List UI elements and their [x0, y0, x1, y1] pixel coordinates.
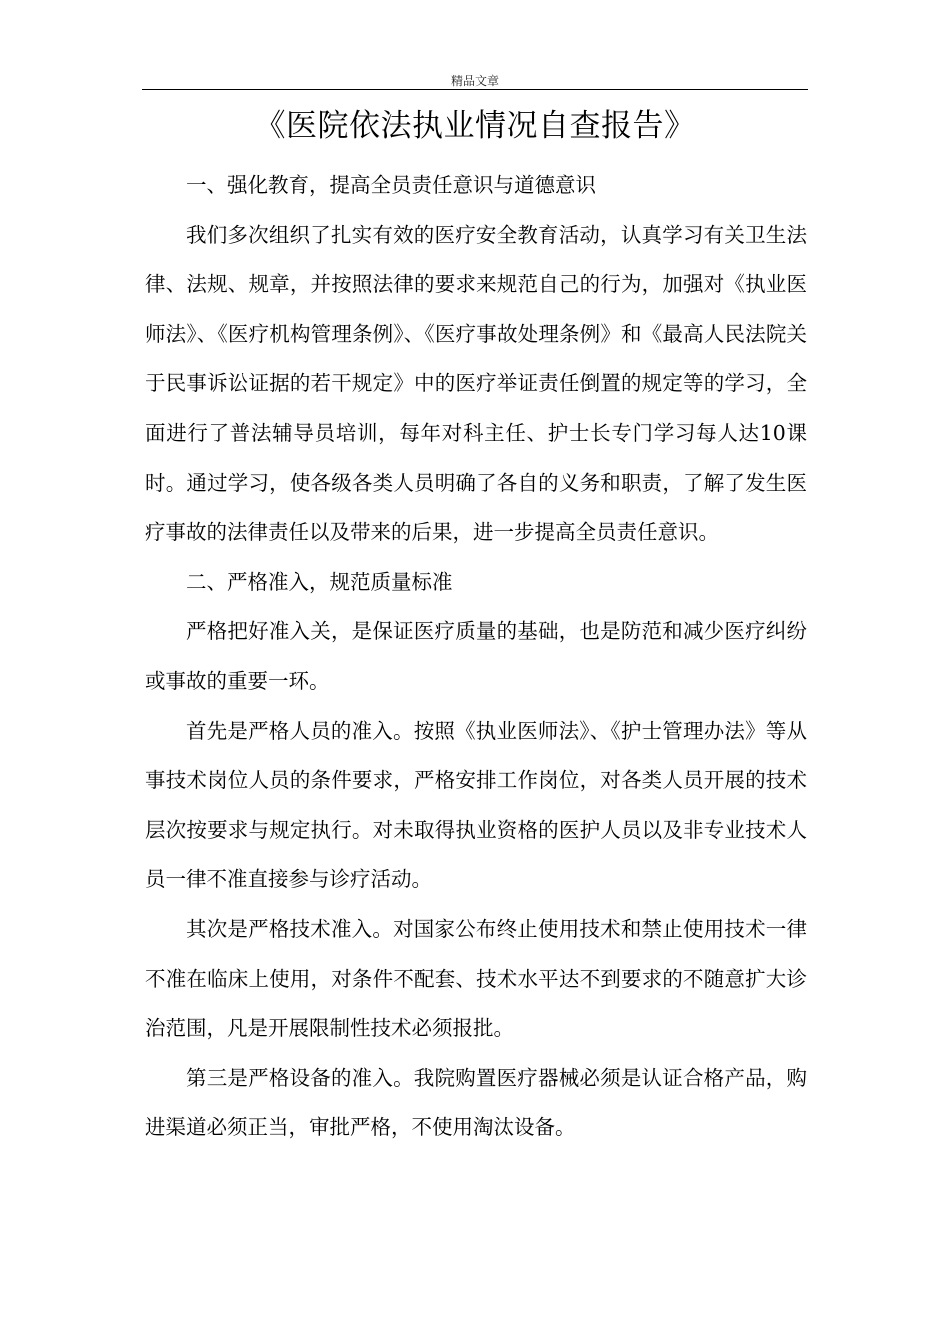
header-divider: [142, 89, 808, 90]
body-paragraph: 严格把好准入关，是保证医疗质量的基础，也是防范和减少医疗纠纷或事故的重要一环。: [145, 619, 807, 693]
body-paragraph: 首先是严格人员的准入。按照《执业医师法》、《护士管理办法》等从事技术岗位人员的条件要求，严格安排工作岗位，对各类人员开展的技术层次按要求与规定执行。对未取得执业资格的医护人员以及非专业技术人员一律不准直接参与诊疗活动。: [145, 718, 807, 892]
body-paragraph: 其次是严格技术准入。对国家公布终止使用技术和禁止使用技术一律不准在临床上使用，对条件不配套、技术水平达不到要求的不随意扩大诊治范围，凡是开展限制性技术必须报批。: [145, 916, 807, 1041]
body-paragraph: 第三是严格设备的准入。我院购置医疗器械必须是认证合格产品，购进渠道必须正当，审批严格，不使用淘汰设备。: [145, 1065, 807, 1140]
document-body: [145, 161, 807, 1153]
section-heading-1: 一、强化教育，提高全员责任意识与道德意识: [186, 173, 596, 197]
body-paragraph: 我们多次组织了扎实有效的医疗安全教育活动，认真学习有关卫生法律、法规、规章，并按照法律的要求来规范自己的行为，加强对《执业医师法》、《医疗机构管理条例》、《医疗事故处理条例》和《最高人民法院关于民事诉讼证据的若干规定》中的医疗举证责任倒置的规定等的学习，全面进行了普法辅导员培训，每年对科主任、护士长专门学习每人达10课时。通过学习，使各级各类人员明确了各自的义务和职责，了解了发生医疗事故的法律责任以及带来的后果，进一步提高全员责任意识。: [145, 222, 807, 545]
section-heading-2: 二、严格准入，规范质量标准: [186, 569, 453, 594]
page-header-label: 精品文章: [450, 74, 499, 88]
document-title: 《医院依法执业情况自查报告》: [254, 108, 696, 144]
